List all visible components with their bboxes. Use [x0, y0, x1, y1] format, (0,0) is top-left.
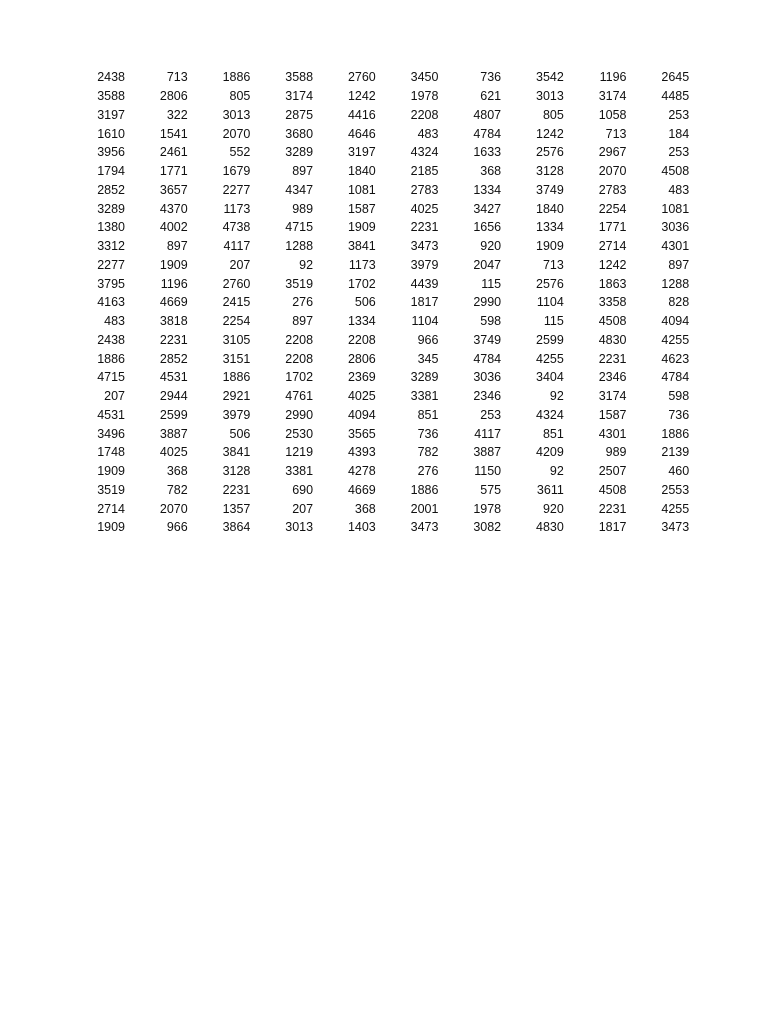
table-cell: 4255: [661, 501, 690, 516]
table-row: [92, 499, 689, 518]
table-cell: 989: [292, 201, 314, 216]
table-cell: 2277: [97, 257, 125, 272]
table-cell: 3473: [410, 520, 439, 535]
table-cell: 3036: [473, 370, 502, 385]
table-cell: 2231: [222, 482, 251, 497]
table-cell: 4715: [285, 220, 314, 235]
table-cell: 4531: [97, 407, 125, 422]
table-cell: 4255: [661, 332, 690, 347]
table-cell: 4531: [159, 370, 188, 385]
table-cell: 3749: [536, 182, 564, 197]
table-cell: 1357: [222, 501, 251, 516]
table-cell: 2231: [598, 351, 627, 366]
table-cell: 115: [481, 276, 502, 291]
table-cell: 4508: [598, 314, 627, 329]
table-cell: 1288: [285, 239, 314, 254]
table-cell: 4830: [598, 332, 627, 347]
table-cell: 2461: [159, 145, 188, 160]
table-cell: 3174: [285, 89, 314, 104]
table-cell: 2208: [347, 332, 376, 347]
table-row: [92, 237, 689, 256]
table-row: [92, 87, 689, 106]
table-cell: 253: [480, 407, 502, 422]
table-cell: 2208: [285, 351, 314, 366]
table-cell: 2714: [97, 501, 125, 516]
table-cell: 3864: [222, 520, 251, 535]
table-cell: 897: [292, 314, 314, 329]
table-cell: 1909: [536, 239, 564, 254]
table-cell: 4324: [410, 145, 439, 160]
table-cell: 1817: [598, 520, 627, 535]
table-cell: 1978: [410, 89, 439, 104]
table-cell: 3013: [285, 520, 314, 535]
table-cell: 483: [668, 182, 690, 197]
table-cell: 207: [104, 389, 125, 404]
table-cell: 3519: [97, 482, 125, 497]
table-cell: 897: [292, 164, 314, 179]
table-cell: 1909: [97, 464, 125, 479]
table-cell: 3197: [347, 145, 376, 160]
table-cell: 598: [668, 389, 690, 404]
table-cell: 4209: [536, 445, 564, 460]
table-cell: 483: [417, 126, 439, 141]
table-cell: 1196: [599, 70, 627, 85]
table-cell: 736: [480, 70, 502, 85]
table-cell: 368: [354, 501, 376, 516]
table-row: [92, 331, 689, 350]
table-cell: 3887: [159, 426, 188, 441]
table-cell: 3013: [222, 107, 251, 122]
table-row: [92, 124, 689, 143]
table-cell: 1242: [536, 126, 564, 141]
table-cell: 2415: [222, 295, 251, 310]
table-cell: 2346: [598, 370, 627, 385]
table-cell: 897: [166, 239, 188, 254]
table-cell: 207: [229, 257, 251, 272]
table-cell: 3082: [473, 520, 502, 535]
table-cell: 2645: [661, 70, 690, 85]
table-cell: 3979: [410, 257, 439, 272]
table-row: [92, 387, 689, 406]
table-cell: 1334: [536, 220, 564, 235]
table-cell: 1173: [223, 201, 251, 216]
table-cell: 345: [417, 351, 439, 366]
table-cell: 276: [417, 464, 439, 479]
table-cell: 4715: [97, 370, 125, 385]
table-cell: 782: [166, 482, 188, 497]
table-cell: 1771: [159, 164, 188, 179]
table-row: [92, 106, 689, 125]
table-row: [92, 274, 689, 293]
table-cell: 805: [229, 89, 251, 104]
table-cell: 713: [166, 70, 188, 85]
table-row: [92, 368, 689, 387]
table-cell: 1863: [598, 276, 627, 291]
table-cell: 184: [668, 126, 690, 141]
table-cell: 3174: [598, 89, 627, 104]
table-row: [92, 199, 689, 218]
table-cell: 2852: [159, 351, 188, 366]
table-cell: 3588: [97, 89, 125, 104]
table-cell: 851: [417, 407, 439, 422]
table-cell: 3128: [536, 164, 564, 179]
table-cell: 3197: [97, 107, 125, 122]
table-cell: 2231: [159, 332, 188, 347]
table-row: [92, 181, 689, 200]
table-cell: 3588: [285, 70, 314, 85]
table-cell: 1081: [661, 201, 690, 216]
table-cell: 1334: [473, 182, 502, 197]
table-cell: 2806: [159, 89, 188, 104]
table-cell: 3795: [97, 276, 125, 291]
table-cell: 2990: [285, 407, 314, 422]
table-cell: 4646: [347, 126, 376, 141]
table-cell: 1587: [598, 407, 627, 422]
table-cell: 2944: [159, 389, 188, 404]
table-cell: 2254: [598, 201, 627, 216]
table-cell: 4623: [661, 351, 690, 366]
table-cell: 2231: [410, 220, 439, 235]
table-cell: 2921: [222, 389, 251, 404]
table-cell: 1104: [536, 295, 564, 310]
table-cell: 2760: [347, 70, 376, 85]
table-cell: 713: [605, 126, 627, 141]
table-cell: 1909: [347, 220, 376, 235]
table-cell: 4738: [222, 220, 251, 235]
table-cell: 1702: [347, 276, 376, 291]
table-cell: 2760: [222, 276, 251, 291]
table-cell: 4255: [536, 351, 564, 366]
table-cell: 2047: [473, 257, 502, 272]
table-cell: 2254: [222, 314, 251, 329]
table-cell: 1058: [598, 107, 627, 122]
table-cell: 4784: [473, 126, 502, 141]
table-cell: 621: [480, 89, 502, 104]
table-cell: 3473: [661, 520, 690, 535]
table-cell: 828: [668, 295, 690, 310]
table-cell: 1380: [97, 220, 125, 235]
table-cell: 736: [668, 407, 690, 422]
table-row: [92, 406, 689, 425]
table-cell: 368: [480, 164, 502, 179]
table-cell: 3680: [285, 126, 314, 141]
table-cell: 989: [605, 445, 627, 460]
table-cell: 3289: [97, 201, 125, 216]
table-cell: 3841: [347, 239, 376, 254]
table-cell: 2507: [598, 464, 627, 479]
table-cell: 2990: [473, 295, 502, 310]
table-cell: 3519: [285, 276, 314, 291]
table-cell: 4370: [159, 201, 188, 216]
table-cell: 4278: [347, 464, 376, 479]
table-cell: 3473: [410, 239, 439, 254]
table-cell: 920: [542, 501, 564, 516]
table-cell: 1909: [159, 257, 188, 272]
table-cell: 4301: [598, 426, 627, 441]
table-cell: 2208: [285, 332, 314, 347]
table-cell: 2346: [473, 389, 502, 404]
table-cell: 690: [292, 482, 314, 497]
table-cell: 3151: [222, 351, 251, 366]
table-cell: 3381: [410, 389, 439, 404]
table-cell: 2875: [285, 107, 314, 122]
table-cell: 575: [480, 482, 502, 497]
table-row: [92, 312, 689, 331]
table-cell: 1219: [285, 445, 314, 460]
table-cell: 3013: [536, 89, 564, 104]
table-cell: 4830: [536, 520, 564, 535]
table-cell: 1886: [97, 351, 125, 366]
table-cell: 3496: [97, 426, 125, 441]
table-cell: 1886: [661, 426, 690, 441]
table-cell: 2783: [410, 182, 439, 197]
table-cell: 276: [292, 295, 314, 310]
table-row: [92, 162, 689, 181]
table-cell: 2967: [598, 145, 627, 160]
table-body: [92, 68, 689, 537]
table-cell: 3611: [536, 482, 564, 497]
table-cell: 1840: [347, 164, 376, 179]
table-cell: 2208: [410, 107, 439, 122]
table-cell: 2438: [97, 332, 125, 347]
table-cell: 3174: [598, 389, 627, 404]
table-cell: 3036: [661, 220, 690, 235]
table-cell: 3979: [222, 407, 251, 422]
table-cell: 1288: [661, 276, 690, 291]
table-cell: 966: [166, 520, 188, 535]
table-cell: 1656: [473, 220, 502, 235]
table-cell: 920: [480, 239, 502, 254]
table-row: [92, 443, 689, 462]
table-cell: 713: [542, 257, 564, 272]
table-cell: 4117: [223, 239, 251, 254]
table-cell: 3887: [473, 445, 502, 460]
number-table: [92, 68, 689, 537]
table-cell: 4094: [661, 314, 690, 329]
table-cell: 2599: [536, 332, 564, 347]
table-cell: 3289: [285, 145, 314, 160]
table-cell: 506: [229, 426, 251, 441]
table-cell: 115: [543, 314, 564, 329]
table-cell: 2806: [347, 351, 376, 366]
table-cell: 1886: [222, 370, 251, 385]
table-cell: 3312: [97, 239, 125, 254]
table-cell: 3289: [410, 370, 439, 385]
table-cell: 1587: [347, 201, 376, 216]
table-cell: 92: [549, 464, 564, 479]
table-cell: 3450: [410, 70, 439, 85]
table-cell: 598: [480, 314, 502, 329]
table-cell: 2438: [97, 70, 125, 85]
table-cell: 4025: [159, 445, 188, 460]
table-cell: 2231: [598, 501, 627, 516]
table-row: [92, 68, 689, 87]
table-cell: 805: [542, 107, 564, 122]
table-cell: 2001: [410, 501, 439, 516]
table-cell: 4347: [285, 182, 314, 197]
table-cell: 322: [166, 107, 188, 122]
table-row: [92, 481, 689, 500]
table-cell: 4784: [473, 351, 502, 366]
table-cell: 4324: [536, 407, 564, 422]
table-cell: 3956: [97, 145, 125, 160]
table-cell: 2369: [347, 370, 376, 385]
table-cell: 851: [542, 426, 564, 441]
table-cell: 4761: [285, 389, 314, 404]
table-cell: 460: [668, 464, 690, 479]
table-cell: 1886: [410, 482, 439, 497]
table-row: [92, 462, 689, 481]
table-cell: 253: [668, 107, 690, 122]
table-cell: 3841: [222, 445, 251, 460]
table-row: [92, 349, 689, 368]
table-cell: 1840: [536, 201, 564, 216]
table-cell: 4393: [347, 445, 376, 460]
table-cell: 2714: [598, 239, 627, 254]
table-cell: 4002: [159, 220, 188, 235]
table-cell: 3358: [598, 295, 627, 310]
table-row: [92, 256, 689, 275]
table-cell: 782: [417, 445, 439, 460]
table-cell: 3128: [222, 464, 251, 479]
table-cell: 92: [549, 389, 564, 404]
table-cell: 966: [417, 332, 439, 347]
table-cell: 207: [292, 501, 314, 516]
table-cell: 2852: [97, 182, 125, 197]
table-cell: 3427: [473, 201, 502, 216]
table-cell: 1081: [347, 182, 376, 197]
table-cell: 4784: [661, 370, 690, 385]
table-cell: 3749: [473, 332, 502, 347]
table-row: [92, 518, 689, 537]
table-cell: 4485: [661, 89, 690, 104]
table-cell: 4025: [410, 201, 439, 216]
table-cell: 4508: [598, 482, 627, 497]
table-cell: 1978: [473, 501, 502, 516]
table-cell: 2070: [598, 164, 627, 179]
table-cell: 1679: [222, 164, 251, 179]
table-cell: 1748: [97, 445, 125, 460]
table-cell: 3818: [159, 314, 188, 329]
table-cell: 4807: [473, 107, 502, 122]
table-cell: 4669: [159, 295, 188, 310]
table-cell: 4669: [347, 482, 376, 497]
table-cell: 3657: [159, 182, 188, 197]
table-cell: 1150: [474, 464, 502, 479]
table-cell: 1541: [159, 126, 188, 141]
table-cell: 4025: [347, 389, 376, 404]
table-row: [92, 424, 689, 443]
table-cell: 4301: [661, 239, 690, 254]
table-cell: 1104: [411, 314, 439, 329]
table-cell: 3381: [285, 464, 314, 479]
table-cell: 4117: [474, 426, 502, 441]
table-cell: 483: [104, 314, 125, 329]
table-cell: 3404: [536, 370, 564, 385]
table-cell: 1334: [347, 314, 376, 329]
table-cell: 2783: [598, 182, 627, 197]
table-cell: 1633: [473, 145, 502, 160]
table-cell: 1771: [598, 220, 627, 235]
table-cell: 253: [668, 145, 690, 160]
table-cell: 897: [668, 257, 690, 272]
table-cell: 4508: [661, 164, 690, 179]
table-cell: 1242: [347, 89, 376, 104]
table-cell: 1196: [160, 276, 188, 291]
table-cell: 1909: [97, 520, 125, 535]
table-cell: 2576: [536, 145, 564, 160]
table-cell: 4416: [347, 107, 376, 122]
table-cell: 2070: [222, 126, 251, 141]
table-cell: 4163: [97, 295, 125, 310]
table-cell: 1702: [285, 370, 314, 385]
table-cell: 3542: [536, 70, 564, 85]
table-cell: 2553: [661, 482, 690, 497]
table-cell: 3105: [222, 332, 251, 347]
table-cell: 1794: [97, 164, 125, 179]
table-cell: 2185: [410, 164, 439, 179]
table-cell: 2530: [285, 426, 314, 441]
table-cell: 736: [417, 426, 439, 441]
table-cell: 552: [229, 145, 251, 160]
table-cell: 1242: [598, 257, 627, 272]
table-cell: 1610: [97, 126, 125, 141]
table-cell: 2139: [661, 445, 690, 460]
table-cell: 2576: [536, 276, 564, 291]
table-cell: 1886: [222, 70, 251, 85]
table-cell: 4094: [347, 407, 376, 422]
table-cell: 92: [299, 257, 314, 272]
table-cell: 4439: [410, 276, 439, 291]
table-cell: 3565: [347, 426, 376, 441]
table-cell: 1173: [348, 257, 376, 272]
table-cell: 2277: [222, 182, 251, 197]
table-row: [92, 143, 689, 162]
table-cell: 1403: [347, 520, 376, 535]
table-row: [92, 218, 689, 237]
table-cell: 2599: [159, 407, 188, 422]
table-row: [92, 293, 689, 312]
table-cell: 2070: [159, 501, 188, 516]
table-cell: 368: [166, 464, 188, 479]
table-cell: 1817: [410, 295, 439, 310]
table-cell: 506: [354, 295, 376, 310]
